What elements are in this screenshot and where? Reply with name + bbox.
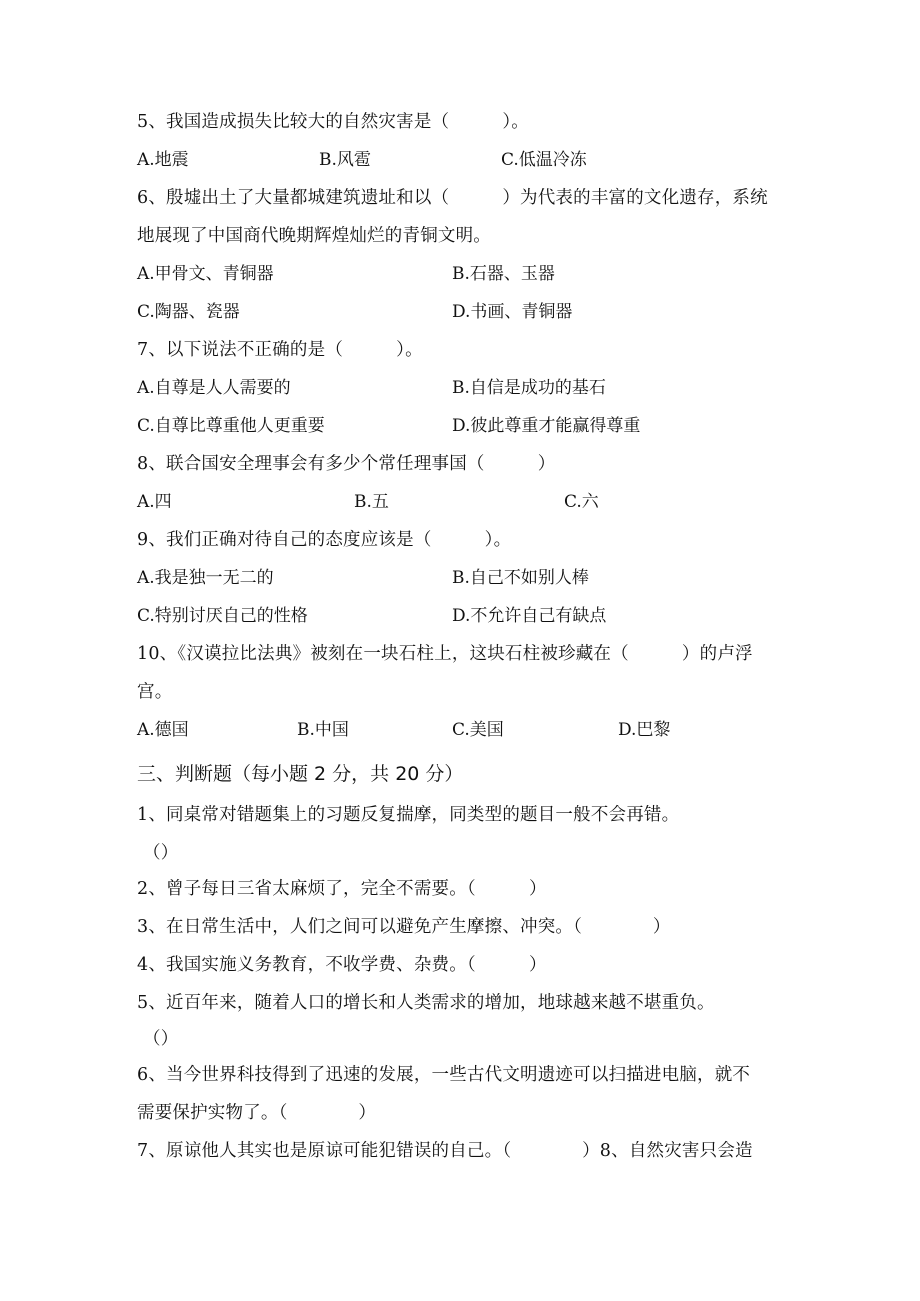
judgement-1-line2: （） xyxy=(143,843,179,863)
question-9-option-b: B.自己不如别人棒 xyxy=(452,568,589,588)
question-10-option-d: D.巴黎 xyxy=(618,720,671,740)
question-6-stem-line2: 地展现了中国商代晚期辉煌灿烂的青铜文明。 xyxy=(137,226,491,246)
question-6-stem-line1: 6、殷墟出土了大量都城建筑遗址和以（ ）为代表的丰富的文化遗存，系统 xyxy=(137,188,768,208)
judgement-5-line1: 5、近百年来，随着人口的增长和人类需求的增加，地球越来越不堪重负。 xyxy=(137,993,715,1013)
question-5-option-c: C.低温冷冻 xyxy=(501,150,587,170)
judgement-3: 3、在日常生活中，人们之间可以避免产生摩擦、冲突。（ ） xyxy=(137,917,671,937)
question-9-option-a: A.我是独一无二的 xyxy=(137,568,274,588)
question-10-stem-line1: 10、《汉谟拉比法典》被刻在一块石柱上，这块石柱被珍藏在（ ）的卢浮 xyxy=(137,644,753,664)
judgement-7-and-8: 7、原谅他人其实也是原谅可能犯错误的自己。（ ）8、自然灾害只会造 xyxy=(137,1141,753,1161)
question-10-option-b: B.中国 xyxy=(297,720,349,740)
question-8-option-c: C.六 xyxy=(564,492,599,512)
judgement-2: 2、曾子每日三省太麻烦了，完全不需要。（ ） xyxy=(137,879,547,899)
question-10-option-a: A.德国 xyxy=(137,720,189,740)
judgement-6-line2: 需要保护实物了。（ ） xyxy=(137,1103,377,1123)
section-3-heading: 三、判断题（每小题 2 分，共 20 分） xyxy=(137,763,464,785)
question-7-stem: 7、以下说法不正确的是（ ）。 xyxy=(137,340,423,360)
question-6-option-b: B.石器、玉器 xyxy=(452,264,555,284)
question-10-option-c: C.美国 xyxy=(452,720,504,740)
question-10-stem-line2: 宫。 xyxy=(137,682,173,702)
question-8-option-a: A.四 xyxy=(137,492,172,512)
question-6-option-c: C.陶器、瓷器 xyxy=(137,302,240,322)
judgement-6-line1: 6、当今世界科技得到了迅速的发展，一些古代文明遗迹可以扫描进电脑，就不 xyxy=(137,1065,751,1085)
question-7-option-a: A.自尊是人人需要的 xyxy=(137,378,291,398)
judgement-5-line2: （） xyxy=(143,1029,179,1049)
judgement-1-line1: 1、同桌常对错题集上的习题反复揣摩，同类型的题目一般不会再错。 xyxy=(137,805,680,825)
question-5-stem: 5、我国造成损失比较大的自然灾害是（ ）。 xyxy=(137,112,529,132)
question-8-option-b: B.五 xyxy=(354,492,389,512)
question-7-option-c: C.自尊比尊重他人更重要 xyxy=(137,416,325,436)
question-8-stem: 8、联合国安全理事会有多少个常任理事国（ ） xyxy=(137,454,556,474)
judgement-4: 4、我国实施义务教育，不收学费、杂费。（ ） xyxy=(137,955,547,975)
question-5-option-a: A.地震 xyxy=(137,150,189,170)
question-9-option-c: C.特别讨厌自己的性格 xyxy=(137,606,308,626)
question-7-option-b: B.自信是成功的基石 xyxy=(452,378,606,398)
question-9-option-d: D.不允许自己有缺点 xyxy=(452,606,607,626)
question-5-option-b: B.风雹 xyxy=(319,150,371,170)
question-7-option-d: D.彼此尊重才能赢得尊重 xyxy=(452,416,641,436)
question-6-option-d: D.书画、青铜器 xyxy=(452,302,573,322)
question-6-option-a: A.甲骨文、青铜器 xyxy=(137,264,274,284)
question-9-stem: 9、我们正确对待自己的态度应该是（ ）。 xyxy=(137,530,512,550)
